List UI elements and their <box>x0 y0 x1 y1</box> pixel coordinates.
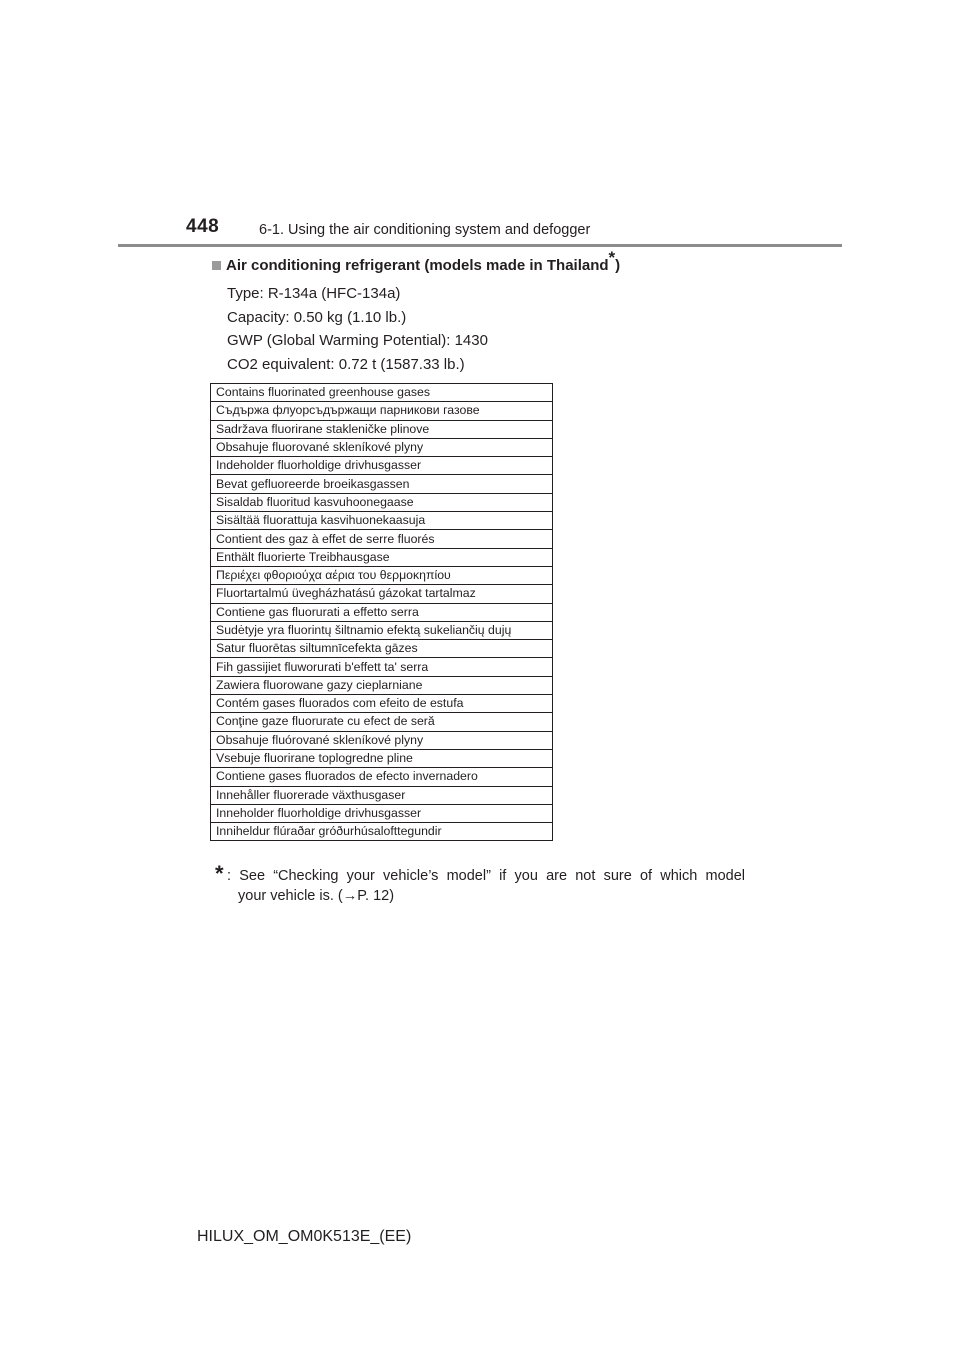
table-cell: Fluortartalmú üvegházhatású gázokat tartalmaz <box>211 585 553 603</box>
greenhouse-gas-label-table <box>210 383 553 841</box>
table-cell: Sudėtyje yra fluorintų šiltnamio efektą sukeliančių dujų <box>211 621 553 639</box>
table-cell: Contains fluorinated greenhouse gases <box>211 384 553 402</box>
table-row <box>211 804 553 822</box>
table-cell: Sisaldab fluoritud kasvuhoonegaase <box>211 493 553 511</box>
table-cell: Obsahuje fluorované skleníkové plyny <box>211 438 553 456</box>
table-cell: Enthält fluorierte Treibhausgase <box>211 548 553 566</box>
spec-co2: CO2 equivalent: 0.72 t (1587.33 lb.) <box>227 355 465 373</box>
table-row <box>211 438 553 456</box>
heading-close: ) <box>615 257 621 274</box>
table-cell: Περιέχει φθοριούχα αέρια του θερμοκηπίου <box>211 566 553 584</box>
table-row <box>211 695 553 713</box>
table-row <box>211 585 553 603</box>
subsection-heading: Air conditioning refrigerant (models made in Thailand * ) <box>212 257 620 274</box>
table-cell: Sisältää fluorattuja kasvihuonekaasuja <box>211 512 553 530</box>
section-title: 6-1. Using the air conditioning system and defogger <box>259 222 591 238</box>
table-cell: Contient des gaz à effet de serre fluorés <box>211 530 553 548</box>
table-row <box>211 621 553 639</box>
table-cell: Contiene gases fluorados de efecto invernadero <box>211 768 553 786</box>
refrigerant-specs <box>227 282 488 376</box>
footnote-line-2[interactable]: your vehicle is. (→P. 12) <box>238 888 395 904</box>
table-row <box>211 713 553 731</box>
table-cell: Indeholder fluorholdige drivhusgasser <box>211 457 553 475</box>
table-cell: Contém gases fluorados com efeito de estufa <box>211 695 553 713</box>
spec-gwp: GWP (Global Warming Potential): 1430 <box>227 332 488 349</box>
footnote-line-1: : See “Checking your vehicle’s model” if you are not sure of which model <box>227 868 745 884</box>
table-row <box>211 731 553 749</box>
table-cell: Inneholder fluorholdige drivhusgasser <box>211 804 553 822</box>
page-number: 448 <box>186 216 220 237</box>
table-cell: Съдържа флуорсъдържащи парникови газове <box>211 402 553 420</box>
square-bullet-icon <box>212 261 221 270</box>
table-row <box>211 530 553 548</box>
table-row <box>211 603 553 621</box>
table-row <box>211 457 553 475</box>
spec-type: Type: R-134a (HFC-134a) <box>227 285 401 302</box>
table-row <box>211 768 553 786</box>
table-row <box>211 420 553 438</box>
table-row <box>211 658 553 676</box>
table-row <box>211 493 553 511</box>
table-cell: Fih gassijiet fluworurati b'effett ta' serra <box>211 658 553 676</box>
table-row <box>211 786 553 804</box>
table-cell: Contiene gas fluorurati a effetto serra <box>211 603 553 621</box>
table-cell: Satur fluorētas siltumnīcefekta gāzes <box>211 640 553 658</box>
table-row <box>211 566 553 584</box>
table-row <box>211 823 553 841</box>
table-cell: Obsahuje fluórované skleníkové plyny <box>211 731 553 749</box>
document-code: HILUX_OM_OM0K513E_(EE) <box>197 1228 412 1245</box>
table-row <box>211 676 553 694</box>
table-cell: Vsebuje fluorirane toplogredne pline <box>211 749 553 767</box>
table-cell: Bevat gefluoreerde broeikasgassen <box>211 475 553 493</box>
table-cell: Sadržava fluorirane stakleničke plinove <box>211 420 553 438</box>
table-row <box>211 548 553 566</box>
footnote-asterisk: * <box>215 861 224 886</box>
table-cell: Zawiera fluorowane gazy cieplarniane <box>211 676 553 694</box>
table-cell: Conţine gaze fluorurate cu efect de seră <box>211 713 553 731</box>
table-row <box>211 512 553 530</box>
header-divider <box>118 244 842 247</box>
table-row <box>211 384 553 402</box>
table-row <box>211 475 553 493</box>
footnote <box>215 861 745 906</box>
table-row <box>211 640 553 658</box>
table-cell: Inniheldur flúraðar gróðurhúsalofttegundir <box>211 823 553 841</box>
spec-capacity: Capacity: 0.50 kg (1.10 lb.) <box>227 308 407 326</box>
heading-text: Air conditioning refrigerant (models made in Thailand <box>226 257 609 274</box>
table-cell: Innehåller fluorerade växthusgaser <box>211 786 553 804</box>
table-row <box>211 402 553 420</box>
table-row <box>211 749 553 767</box>
